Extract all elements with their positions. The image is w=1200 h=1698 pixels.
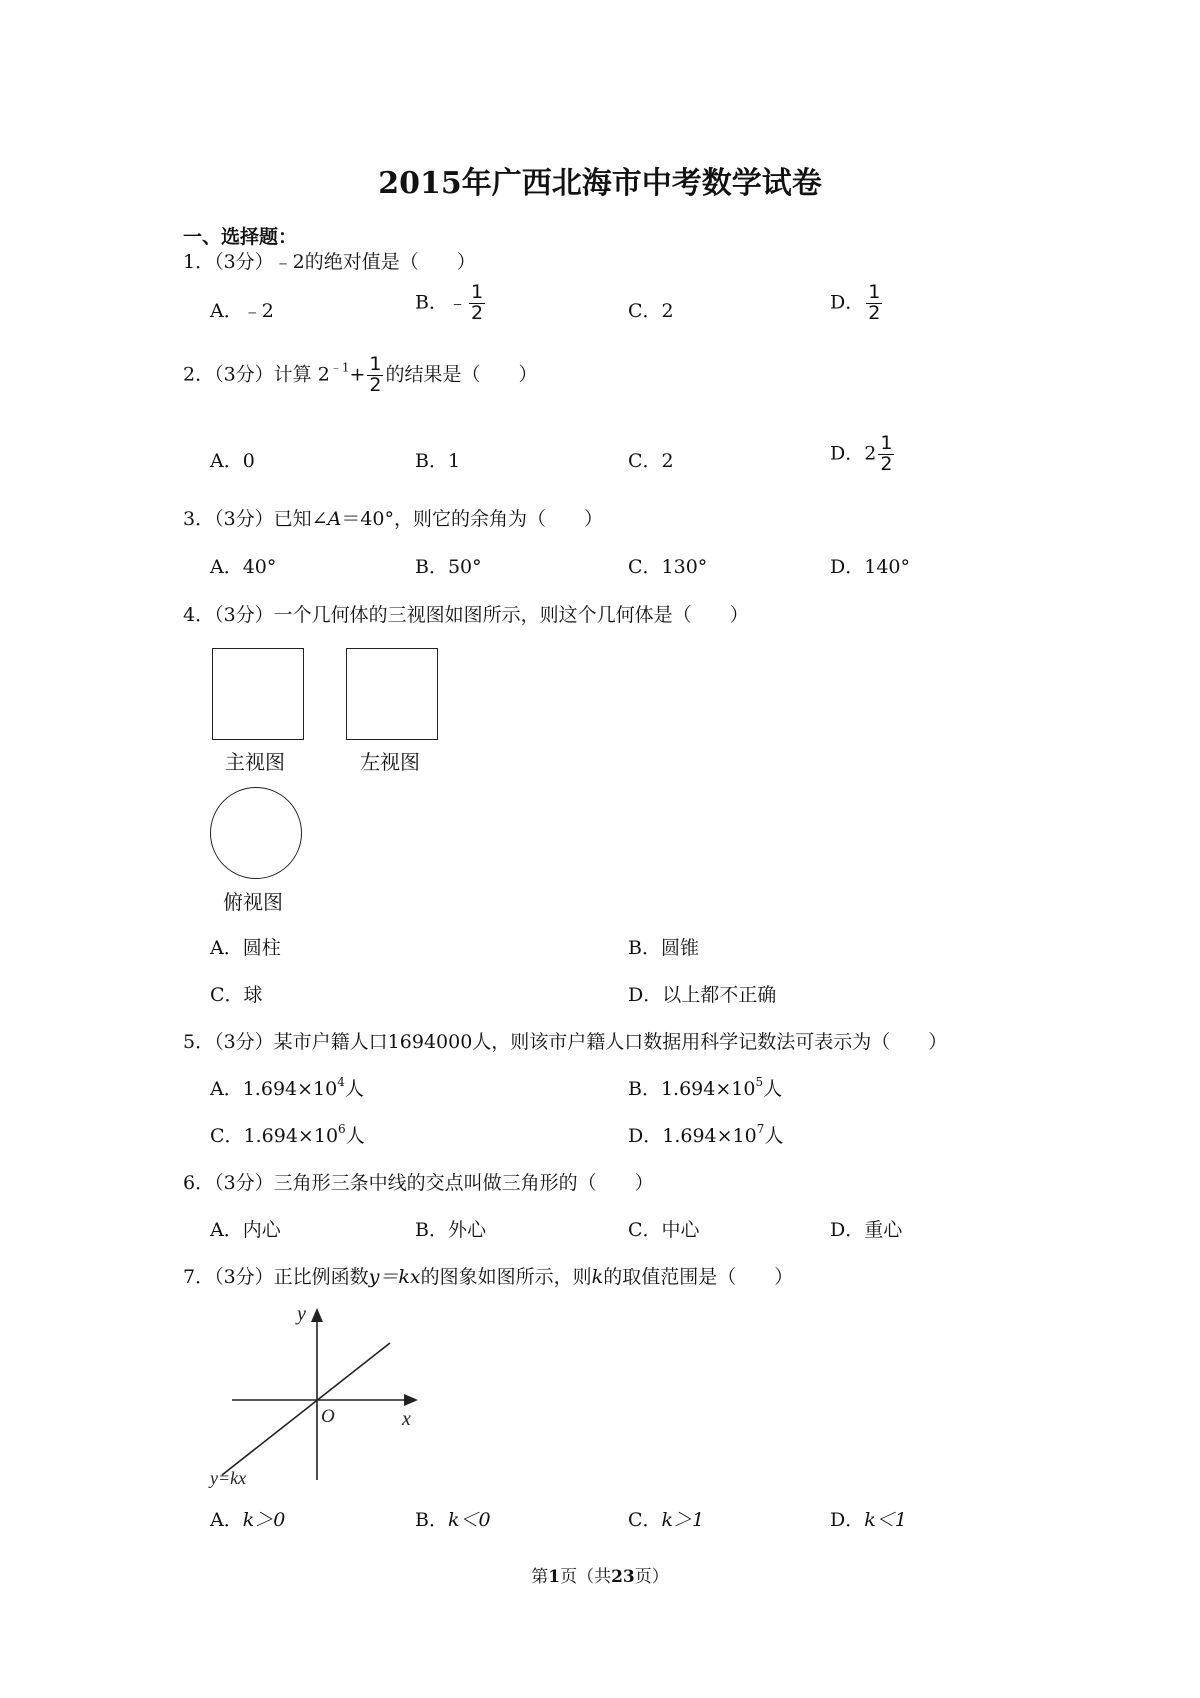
q1-option-d	[830, 283, 884, 324]
q5-c-unit: 人	[345, 1125, 365, 1147]
q2-option-a: A．0	[210, 450, 255, 472]
q3-option-a: A．40°	[210, 556, 277, 578]
q1-option-d-fraction	[866, 283, 882, 324]
question-7-stem	[183, 1262, 793, 1289]
q6-option-b: B．外心	[415, 1219, 486, 1241]
q7-option-d	[830, 1505, 907, 1532]
line-label: y=kx	[210, 1468, 247, 1488]
q7-c-text: k＞1	[661, 1509, 705, 1531]
q7-stem-mid: 的图象如图所示，则	[420, 1266, 592, 1288]
q2-option-d-prefix: D．2	[830, 442, 877, 465]
q5-c-exponent: 6	[338, 1122, 346, 1136]
footer-page-number: 1	[548, 1567, 561, 1587]
q7-function: y＝kx	[368, 1266, 421, 1288]
q2-fraction	[367, 355, 383, 396]
q7-a-prefix: A．	[210, 1509, 243, 1531]
q5-b-base: B．1.694×10	[628, 1078, 756, 1100]
q6-option-c: C．中心	[628, 1219, 700, 1241]
q4-option-d: D．以上都不正确	[628, 984, 777, 1006]
q2-option-b: B．1	[415, 450, 461, 472]
q3-option-c: C．130°	[628, 556, 708, 578]
q3-option-b: B．50°	[415, 556, 482, 578]
q2-exponent: ﹣1	[329, 360, 350, 375]
q5-a-base: A．1.694×10	[210, 1078, 338, 1100]
q3-option-d: D．140°	[830, 556, 910, 578]
left-view-square	[346, 648, 438, 740]
x-axis-label: x	[402, 1408, 411, 1430]
q6-option-d: D．重心	[830, 1219, 903, 1241]
q4-option-c: C．球	[210, 984, 263, 1006]
question-3-stem	[183, 504, 603, 531]
fraction-numerator: 1	[868, 281, 881, 303]
q7-b-text: k＜0	[447, 1509, 491, 1531]
fraction-denominator: 2	[868, 301, 881, 324]
y-axis-arrow	[311, 1308, 323, 1322]
fraction-numerator: 1	[369, 353, 382, 375]
q7-c-prefix: C．	[628, 1509, 662, 1531]
q2-stem-suffix: 的结果是（ ）	[385, 363, 538, 386]
q4-option-a: A．圆柱	[210, 937, 281, 959]
footer-prefix: 第	[531, 1567, 549, 1587]
front-view-caption: 主视图	[225, 750, 285, 774]
q1-option-b-prefix: B．﹣	[415, 291, 467, 314]
origin-label: O	[321, 1406, 335, 1427]
q2-plus: +	[349, 363, 366, 386]
q2-option-d	[830, 434, 896, 475]
q7-function-graph	[200, 1300, 440, 1490]
q5-option-c	[210, 1121, 365, 1148]
q3-variable: A	[327, 508, 342, 530]
q5-d-base: D．1.694×10	[628, 1125, 757, 1147]
q2-option-d-fraction	[878, 434, 894, 475]
q5-d-unit: 人	[764, 1125, 784, 1147]
q7-stem-prefix: 7．（3分）正比例函数	[183, 1266, 369, 1288]
q1-option-c: C．2	[628, 300, 674, 322]
q5-d-exponent: 7	[756, 1122, 765, 1136]
y-axis-label: y	[297, 1303, 306, 1325]
fraction-numerator: 1	[880, 432, 893, 454]
section-heading: 一、选择题：	[183, 226, 298, 248]
q1-option-a: A．﹣2	[210, 300, 274, 322]
line-y-equals-kx	[222, 1343, 390, 1475]
q5-option-d	[628, 1121, 783, 1148]
front-view-square	[212, 648, 304, 740]
q5-c-base: C．1.694×10	[210, 1125, 339, 1147]
q3-stem-prefix: 3．（3分）已知∠	[183, 508, 328, 530]
q5-option-b	[628, 1074, 782, 1101]
q3-stem-suffix: ＝40°，则它的余角为（ ）	[341, 508, 604, 530]
q5-a-unit: 人	[344, 1078, 364, 1100]
question-2-stem	[183, 355, 537, 396]
top-view-circle	[210, 787, 302, 879]
question-6-stem: 6．（3分）三角形三条中线的交点叫做三角形的（ ）	[183, 1172, 654, 1194]
q7-a-text: k＞0	[242, 1509, 286, 1531]
q7-option-c	[628, 1505, 704, 1532]
q5-b-unit: 人	[763, 1078, 783, 1100]
page-footer	[0, 1562, 1200, 1587]
q7-d-text: k＜1	[864, 1509, 907, 1531]
q5-a-exponent: 4	[337, 1075, 345, 1089]
q7-option-b	[415, 1505, 491, 1532]
q6-option-a: A．内心	[210, 1219, 281, 1241]
q7-b-prefix: B．	[415, 1509, 448, 1531]
left-view-caption: 左视图	[360, 750, 420, 774]
fraction-denominator: 2	[470, 301, 484, 324]
fraction-denominator: 2	[880, 452, 893, 475]
q7-variable: k	[591, 1266, 604, 1288]
footer-mid: 页（共	[560, 1567, 612, 1587]
x-axis-arrow	[404, 1394, 418, 1406]
q1-option-b-fraction	[469, 283, 485, 324]
footer-total-pages: 23	[611, 1567, 635, 1587]
q1-option-b	[415, 283, 487, 324]
q5-option-a	[210, 1074, 364, 1101]
page-title: 2015年广西北海市中考数学试卷	[378, 166, 822, 201]
question-1-stem: 1．（3分）﹣2的绝对值是（ ）	[183, 251, 476, 273]
q1-option-d-prefix: D．	[830, 291, 865, 314]
q2-stem-prefix: 2．（3分）计算 2	[183, 363, 330, 386]
q7-option-a	[210, 1505, 285, 1532]
q2-option-c: C．2	[628, 450, 674, 472]
question-5-stem: 5．（3分）某市户籍人口1694000人，则该市户籍人口数据用科学记数法可表示为（ ）	[183, 1031, 948, 1053]
fraction-denominator: 2	[369, 373, 382, 396]
question-4-stem: 4．（3分）一个几何体的三视图如图所示，则这个几何体是（ ）	[183, 604, 749, 626]
top-view-caption: 俯视图	[223, 890, 283, 914]
q4-option-b: B．圆锥	[628, 937, 699, 959]
fraction-numerator: 1	[470, 281, 484, 303]
q5-b-exponent: 5	[755, 1075, 764, 1089]
q7-stem-suffix: 的取值范围是（ ）	[603, 1266, 794, 1288]
q7-d-prefix: D．	[830, 1509, 865, 1531]
footer-suffix: 页）	[634, 1567, 669, 1587]
